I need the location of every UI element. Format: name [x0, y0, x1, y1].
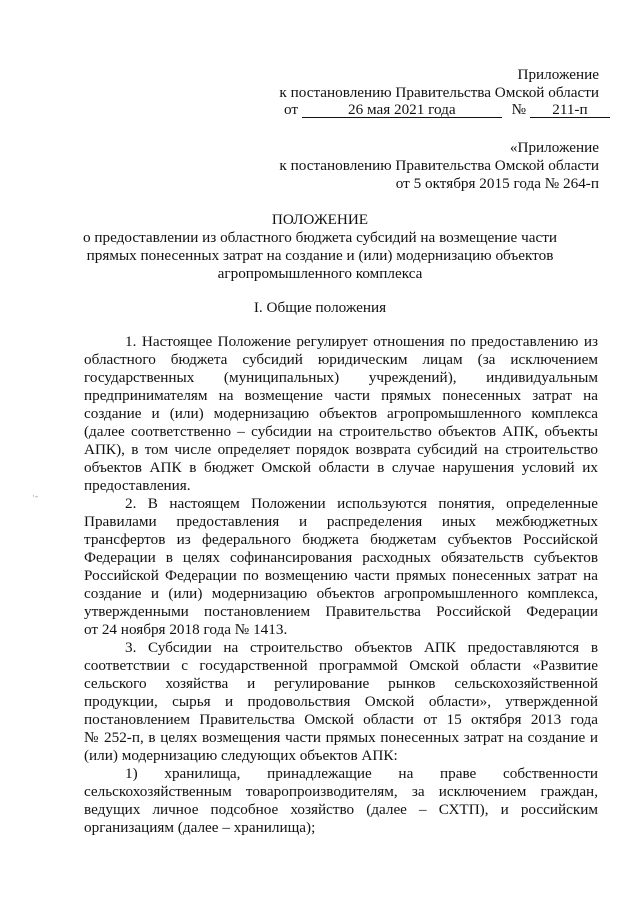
original-appendix-title: «Приложение	[509, 139, 599, 156]
body-line: предоставления.	[84, 477, 191, 494]
body-line: 3. Субсидии на строительство объектов АПК предоставляются в	[125, 639, 598, 656]
body-line: предпринимателям на возмещение части прямых понесенных затрат на	[84, 387, 598, 404]
original-appendix-date: от 5 октября 2015 года № 264-п	[395, 175, 599, 192]
section-heading: I. Общие положения	[253, 299, 387, 316]
body-line: (далее соответственно – субсидии на строительство объектов АПК, объекты	[84, 423, 598, 440]
body-line: ведущих личное подсобное хозяйство (далее – СХТП), и российским	[84, 801, 598, 818]
body-line: создание и (или) модернизацию объектов агропромышленного комплекса,	[84, 585, 598, 602]
appendix-title: Приложение	[517, 66, 599, 83]
body-line: 1) хранилища, принадлежащие на праве собственности	[125, 765, 598, 782]
body-line: организациям (далее – хранилища);	[84, 819, 316, 836]
body-line: Российской Федерации по возмещению части прямых понесенных затрат на	[84, 567, 598, 584]
body-line: сельского хозяйства и регулирование рынков сельскохозяйственной	[84, 675, 598, 692]
body-line: 2. В настоящем Положении используются понятия, определенные	[125, 495, 598, 512]
body-line: объектов АПК в бюджет Омской области в случае нарушения условий их	[84, 459, 598, 476]
from-prefix: от	[284, 101, 299, 118]
resolution-number: 211-п	[530, 102, 610, 118]
original-appendix-resolution-ref: к постановлению Правительства Омской области	[279, 157, 599, 174]
body-line: от 24 ноября 2018 года № 1413.	[84, 621, 288, 638]
body-line: продукции, сырья и продовольствия Омской области», утвержденной	[84, 693, 598, 710]
document-subtitle-line: агропромышленного комплекса	[217, 265, 423, 282]
body-line: АПК), в том числе определяет порядок возврата субсидий на строительство	[84, 441, 598, 458]
body-line: Правилами предоставления и распределения иных межбюджетных	[84, 513, 598, 530]
number-sign: №	[511, 101, 527, 118]
document-heading: ПОЛОЖЕНИЕ	[271, 211, 369, 228]
appendix-date-line	[284, 101, 610, 119]
body-line: Федерации в целях софинансирования расходных обязательств субъектов	[84, 549, 598, 566]
body-line: государственных (муниципальных) учреждений), индивидуальным	[84, 369, 598, 386]
document-subtitle-line: о предоставлении из областного бюджета субсидий на возмещение части	[83, 229, 557, 246]
body-line: постановлением Правительства Омской области от 15 октября 2013 года	[84, 711, 598, 728]
body-line: трансфертов из федерального бюджета бюджетам субъектов Российской	[84, 531, 598, 548]
body-line: утвержденными постановлением Правительства Российской Федерации	[84, 603, 598, 620]
body-line: № 252-п, в целях возмещения части прямых понесенных затрат на создание и	[84, 729, 598, 746]
body-line: соответствии с государственной программой Омской области «Развитие	[84, 657, 598, 674]
resolution-date: 26 мая 2021 года	[302, 102, 502, 118]
body-line: создание и (или) модернизацию объектов агропромышленного комплекса	[84, 405, 598, 422]
body-line: (или) модернизацию следующих объектов АПК:	[84, 747, 398, 764]
body-line: 1. Настоящее Положение регулирует отношения по предоставлению из	[125, 333, 598, 350]
body-line: сельскохозяйственным товаропроизводителям, за исключением граждан,	[84, 783, 598, 800]
margin-mark: ·-	[32, 491, 38, 501]
document-subtitle-line: прямых понесенных затрат на создание и (или) модернизацию объектов	[86, 247, 554, 264]
body-line: областного бюджета субсидий юридическим лицам (за исключением	[84, 351, 598, 368]
appendix-resolution-ref: к постановлению Правительства Омской области	[279, 84, 599, 101]
